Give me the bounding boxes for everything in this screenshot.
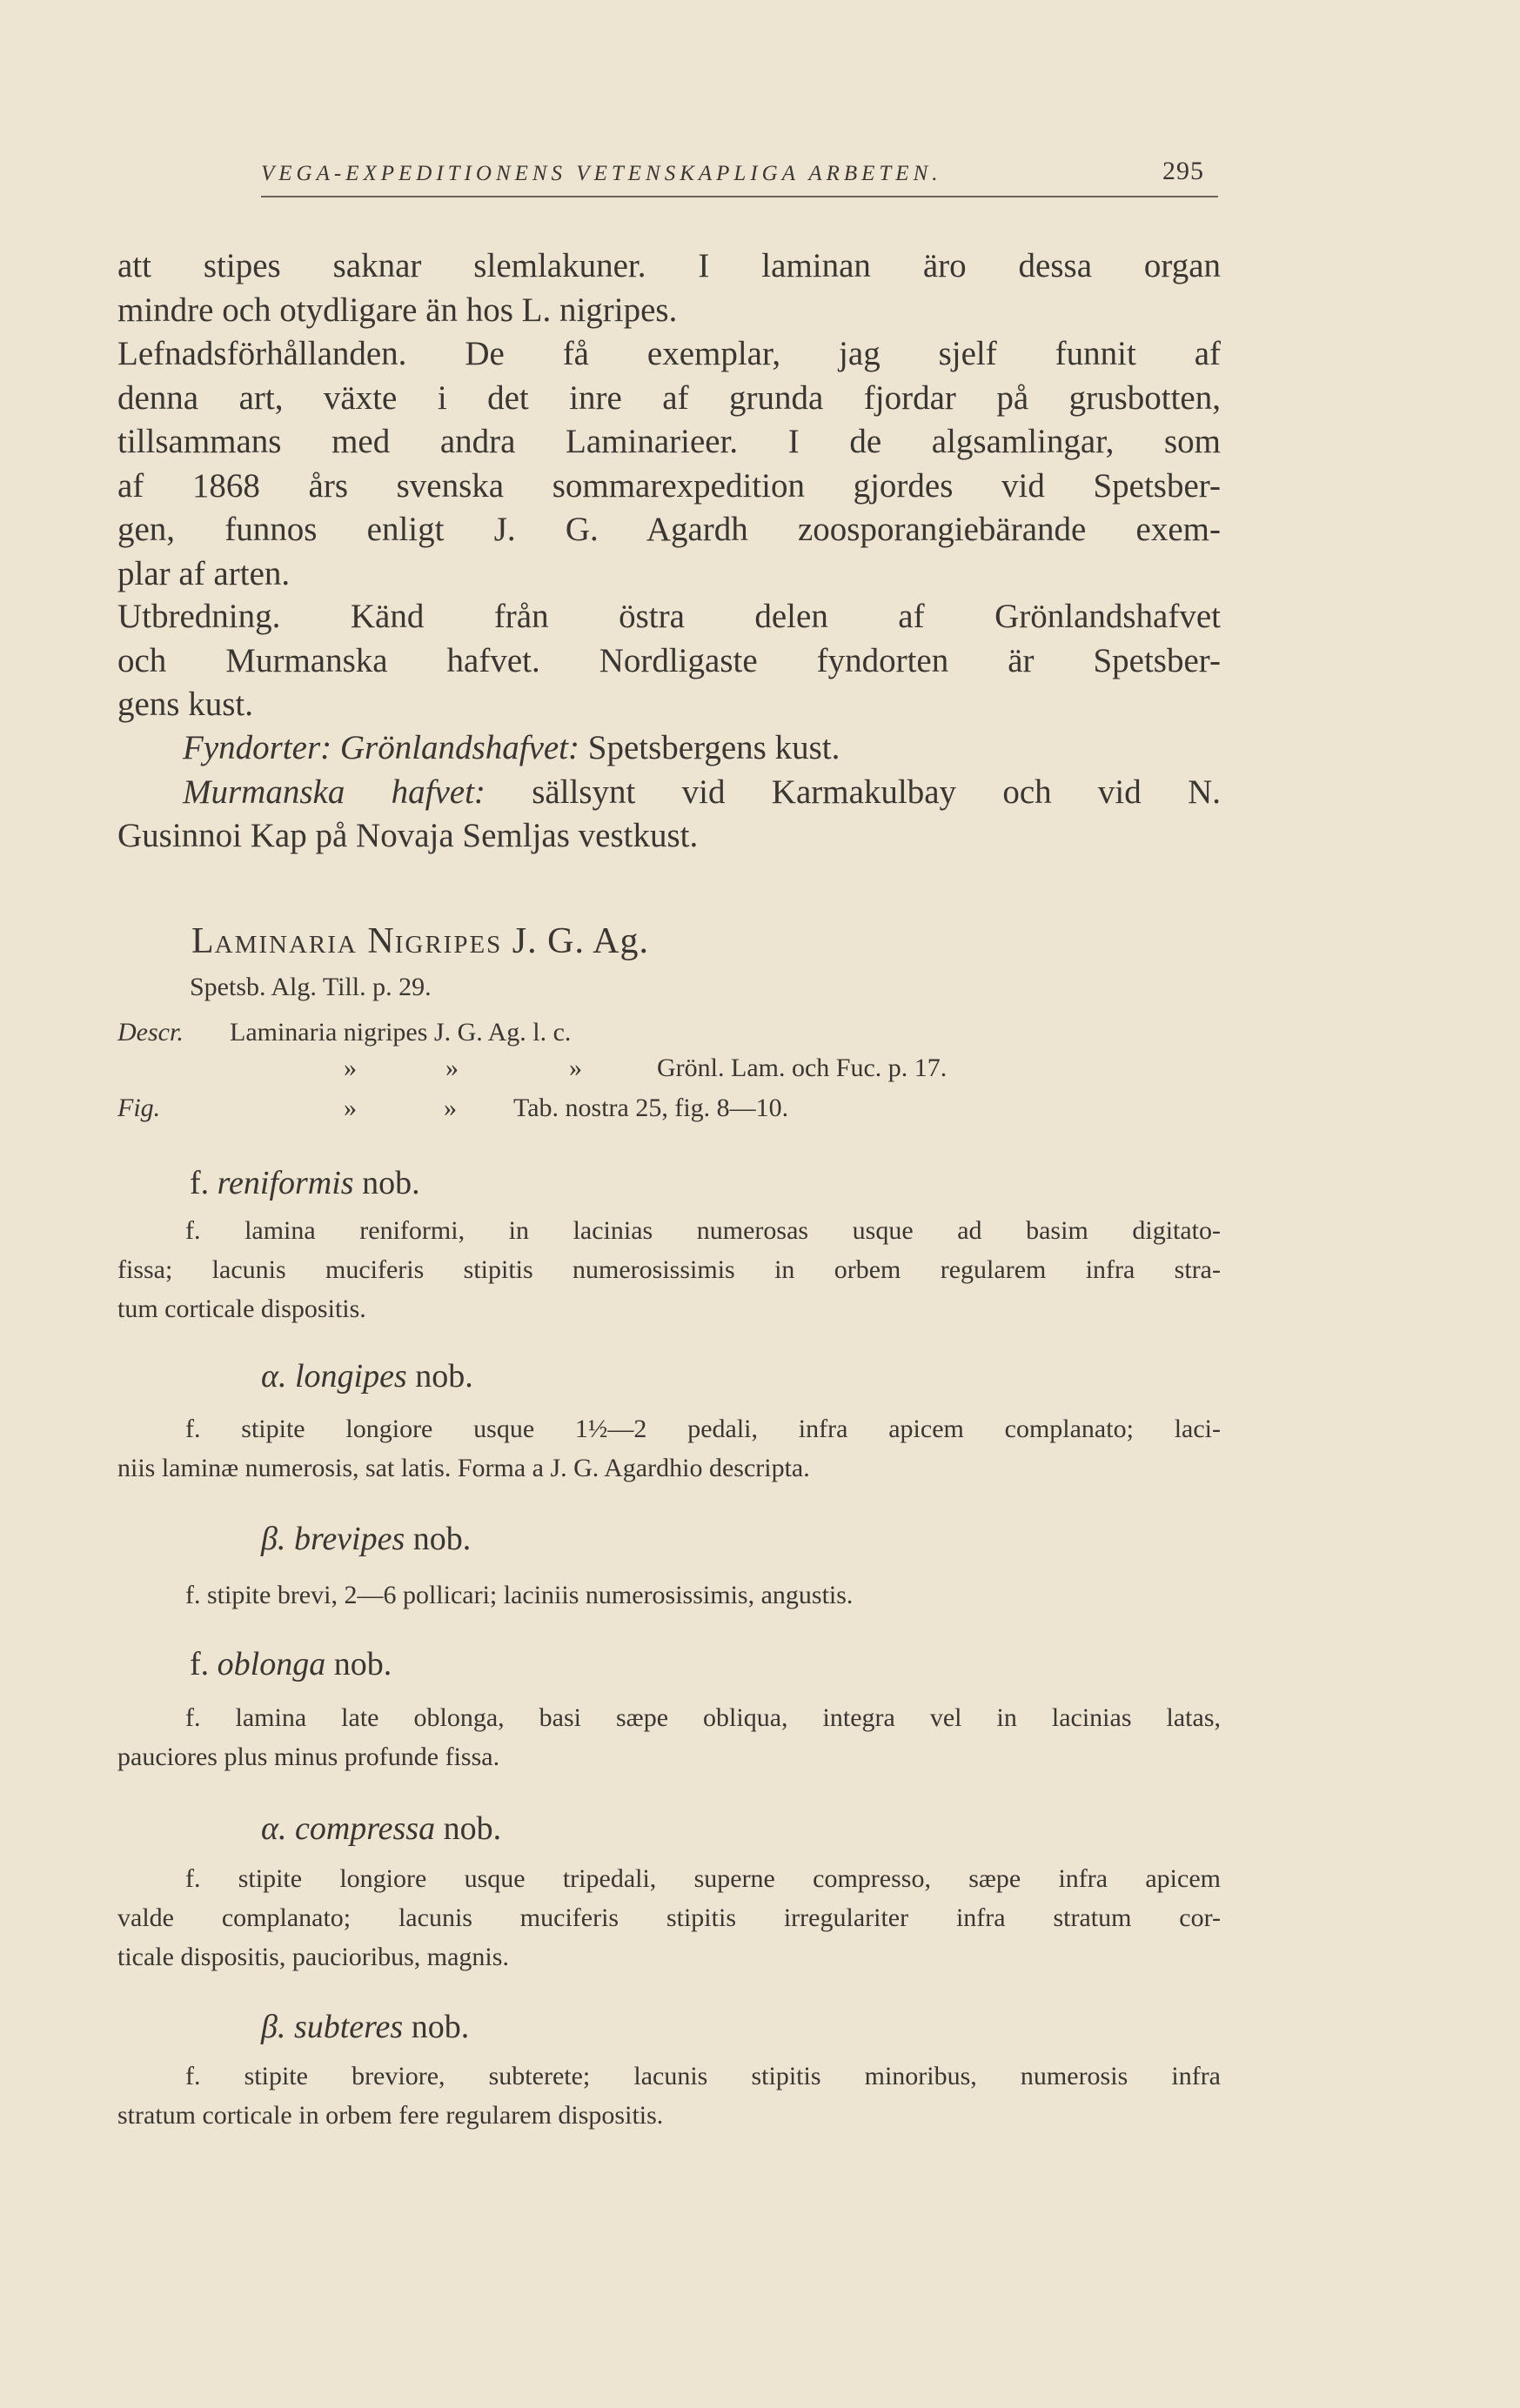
reference-spetsb: Spetsb. Alg. Till. p. 29. [190,973,432,1001]
text-line: plar af arten. [117,554,291,592]
variety-prefix: f. [190,1165,210,1201]
variety-prefix: f. [190,1646,210,1682]
label-fyndorter: Fyndorter: [183,729,332,766]
ditto-mark: » [569,1054,582,1082]
text-line: denna art, växte i det inre af grunda fjordar på grusbotten, [117,378,1221,417]
text-line: af 1868 års svenska sommarexpedition gjordes vid Spetsber- [117,466,1221,505]
variety-heading [261,1520,471,1558]
variety-description [117,1575,1221,1615]
text-karmakulbay: sällsynt vid Karmakulbay och vid N. [532,773,1221,811]
variety-description [117,1698,1221,1776]
fig-label-text: Fig. [117,1094,161,1122]
text-line: f. stipite longiore usque 1½—2 pedali, infra apicem complanato; laci- [185,1415,1221,1443]
descr-text-2: Grönl. Lam. och Fuc. p. 17. [657,1054,947,1082]
text-line: f. stipite breviore, subterete; lacunis stipitis minoribus, numerosis infra [185,2062,1221,2090]
heading-initial: L [191,921,215,961]
variety-heading [261,1809,501,1848]
label-gronlandshafvet: Grönlandshafvet: [339,729,580,766]
running-header: VEGA-EXPEDITIONENS VETENSKAPLIGA ARBETEN. [261,162,942,185]
text-line: Utbredning. Känd från östra delen af Grönlandshafvet [117,598,1221,635]
ditto-mark: » [344,1054,357,1082]
text-line: och Murmanska hafvet. Nordligaste fyndorten är Spetsber- [117,641,1221,679]
header-rule [261,196,1218,197]
ditto-mark: » [445,1054,459,1082]
variety-suffix: nob. [362,1165,420,1201]
variety-suffix: nob. [443,1810,502,1847]
text-line [117,771,1221,815]
descr-label-text: Descr. [117,1018,184,1047]
variety-description [117,2057,1221,2135]
variety-heading [261,2008,469,2046]
ditto-mark: » [344,1094,357,1122]
species-heading [191,920,649,962]
ditto-mark: » [444,1094,457,1122]
text-line: tillsammans med andra Laminarieer. I de algsamlingar, som [117,423,1221,460]
text-line: ticale dispositis, paucioribus, magnis. [117,1943,509,1971]
text-line: f. stipite longiore usque tripedali, superne compresso, sæpe infra apicem [185,1864,1221,1893]
fig-text: Tab. nostra 25, fig. 8—10. [513,1094,789,1122]
text-line: f. stipite brevi, 2—6 pollicari; laciniis numerosissimis, angustis. [185,1581,854,1609]
paragraph-fyndorter [117,726,1221,859]
descr-label [117,1018,184,1047]
text-line: niis laminæ numerosis, sat latis. Forma a J. G. Agardhio descripta. [117,1454,810,1482]
variety-prefix: α. [261,1810,287,1847]
text-line: Gusinnoi Kap på Novaja Semljas vestkust. [117,817,699,854]
variety-prefix: β. [261,1521,286,1557]
heading-initial: N [367,921,395,961]
variety-name: longipes [294,1358,407,1395]
variety-name: oblonga [217,1646,326,1682]
text-line: Lefnadsförhållanden. De få exemplar, jag sjelf funnit af [117,335,1221,372]
variety-description [117,1409,1221,1488]
text-line: fissa; lacunis muciferis stipitis numerosissimis in orbem regularem infra stra- [117,1255,1221,1284]
text-line: stratum corticale in orbem fere regularem dispositis. [117,2101,664,2130]
text-line [117,726,1221,771]
variety-prefix: α. [261,1358,287,1395]
variety-heading [261,1357,473,1395]
text-line: f. lamina reniformi, in lacinias numerosas usque ad basim digitato- [185,1216,1221,1245]
page-number: 295 [1162,157,1204,185]
heading-genus: aminaria [214,921,358,961]
descr-text-1: Laminaria nigripes J. G. Ag. l. c. [230,1018,572,1047]
text-line: pauciores plus minus profunde fissa. [117,1742,500,1771]
variety-prefix: β. [261,2009,286,2045]
paragraph-intro [117,244,1221,332]
variety-name: subteres [293,2009,404,2045]
variety-name: reniformis [217,1165,354,1201]
variety-name: brevipes [293,1521,405,1557]
variety-suffix: nob. [411,2009,470,2045]
variety-heading [190,1164,420,1202]
text-line: gen, funnos enligt J. G. Agardh zoosporangiebärande exem- [117,511,1221,548]
paragraph-utbredning [117,595,1221,727]
text-line: valde complanato; lacunis muciferis stipitis irregulariter infra stratum cor- [117,1903,1221,1932]
text-line: tum corticale dispositis. [117,1294,366,1323]
variety-heading [190,1645,392,1683]
variety-name: compressa [294,1810,436,1847]
text-line: gens kust. [117,686,253,723]
text-spetsbergen: Spetsbergens kust. [587,729,840,766]
variety-description [117,1211,1221,1328]
fig-label [117,1094,160,1123]
variety-description [117,1859,1221,1977]
heading-species: igripes [394,921,503,961]
variety-suffix: nob. [415,1358,473,1395]
text-line: mindre och otydligare än hos L. nigripes. [117,291,678,329]
variety-suffix: nob. [412,1521,472,1557]
heading-author: J. G. Ag. [512,921,649,961]
variety-suffix: nob. [333,1646,392,1682]
label-murmanska: Murmanska hafvet: [183,773,485,811]
text-line: att stipes saknar slemlakuner. I laminan äro dessa organ [117,247,1221,284]
paragraph-lefnad [117,332,1221,596]
text-line: f. lamina late oblonga, basi sæpe obliqua, integra vel in lacinias latas, [185,1703,1221,1732]
